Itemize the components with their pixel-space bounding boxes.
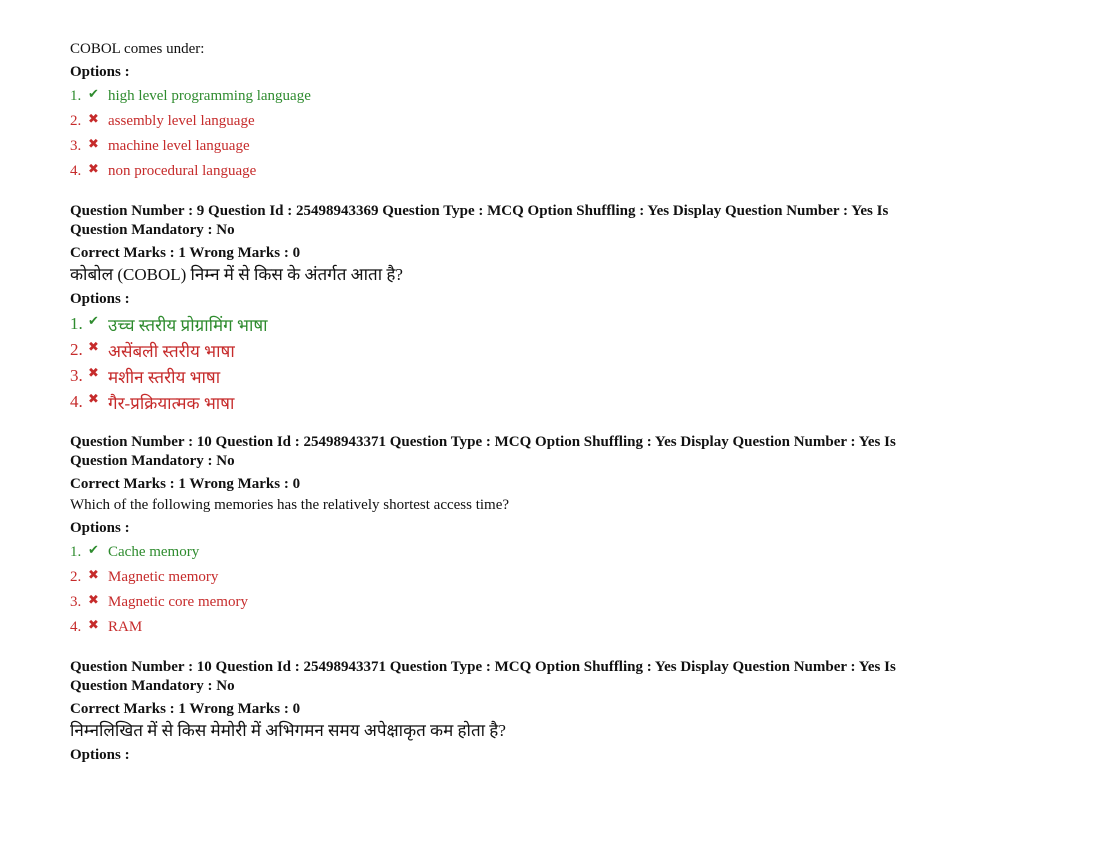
question-text: COBOL comes under: (70, 41, 205, 57)
question-mandatory: Question Mandatory : No (70, 222, 235, 238)
option-item-wrong (70, 363, 1030, 389)
check-icon: ✔ (88, 85, 99, 101)
option-item-wrong (70, 159, 1030, 184)
option-item-wrong (70, 565, 1030, 590)
option-text: Magnetic memory (108, 569, 219, 585)
cross-icon: ✖ (88, 135, 99, 151)
cross-icon: ✖ (88, 339, 99, 354)
option-item-wrong (70, 134, 1030, 159)
option-number: 4. (70, 163, 82, 179)
option-number: 2. (70, 113, 82, 129)
option-number: 3. (70, 594, 82, 610)
question-block-9 (70, 202, 1030, 415)
option-list (70, 84, 1030, 184)
option-text: high level programming language (108, 88, 311, 104)
cross-icon: ✖ (88, 160, 99, 176)
cross-icon: ✖ (88, 365, 99, 380)
options-label: Options : (70, 291, 130, 307)
option-number: 2. (70, 340, 83, 359)
question-marks: Correct Marks : 1 Wrong Marks : 0 (70, 245, 301, 261)
option-text: गैर-प्रक्रियात्मक भाषा (108, 393, 235, 413)
option-item-correct (70, 84, 1030, 109)
option-number: 3. (70, 366, 83, 385)
option-number: 1. (70, 314, 83, 333)
option-list (70, 540, 1030, 640)
option-text: उच्च स्तरीय प्रोग्रामिंग भाषा (108, 315, 268, 335)
option-number: 4. (70, 392, 83, 411)
cross-icon: ✖ (88, 110, 99, 126)
question-text: कोबोल (COBOL) निम्न में से किस के अंतर्गत आता है? (70, 265, 403, 284)
option-number: 4. (70, 619, 82, 635)
option-number: 1. (70, 544, 82, 560)
option-text: RAM (108, 619, 143, 635)
question-block-cobol-en (70, 38, 1030, 184)
cross-icon: ✖ (88, 391, 99, 406)
option-item-wrong (70, 109, 1030, 134)
option-text: assembly level language (108, 113, 255, 129)
question-mandatory: Question Mandatory : No (70, 678, 235, 694)
question-paper (70, 38, 1030, 767)
cross-icon: ✖ (88, 591, 99, 607)
options-label: Options : (70, 747, 130, 763)
check-icon: ✔ (88, 541, 99, 557)
question-text: निम्नलिखित में से किस मेमोरी में अभिगमन समय अपेक्षाकृत कम होता है? (70, 721, 506, 740)
cross-icon: ✖ (88, 566, 99, 582)
option-text: Cache memory (108, 544, 200, 560)
check-icon: ✔ (88, 313, 99, 328)
question-marks: Correct Marks : 1 Wrong Marks : 0 (70, 701, 301, 717)
option-text: non procedural language (108, 163, 257, 179)
options-label: Options : (70, 520, 130, 536)
option-item-wrong (70, 389, 1030, 415)
option-list (70, 311, 1030, 415)
question-meta-line: Question Number : 9 Question Id : 25498943369 Question Type : MCQ Option Shuffling : Yes Display Question Number : Yes Is (70, 203, 889, 219)
option-item-wrong (70, 337, 1030, 363)
option-item-correct (70, 311, 1030, 337)
option-number: 3. (70, 138, 82, 154)
option-text: असेंबली स्तरीय भाषा (108, 341, 235, 361)
question-marks: Correct Marks : 1 Wrong Marks : 0 (70, 476, 301, 492)
question-block-10-en (70, 433, 1030, 640)
option-item-correct (70, 540, 1030, 565)
cross-icon: ✖ (88, 616, 99, 632)
option-item-wrong (70, 615, 1030, 640)
option-text: मशीन स्तरीय भाषा (108, 367, 221, 387)
option-item-wrong (70, 590, 1030, 615)
question-meta-line: Question Number : 10 Question Id : 25498943371 Question Type : MCQ Option Shuffling : Yes Display Question Number : Yes Is (70, 434, 896, 450)
question-text: Which of the following memories has the relatively shortest access time? (70, 497, 510, 513)
option-text: machine level language (108, 138, 250, 154)
option-number: 2. (70, 569, 82, 585)
question-block-10-hi (70, 658, 1030, 767)
question-meta-line: Question Number : 10 Question Id : 25498943371 Question Type : MCQ Option Shuffling : Yes Display Question Number : Yes Is (70, 659, 896, 675)
question-mandatory: Question Mandatory : No (70, 453, 235, 469)
options-label: Options : (70, 64, 130, 80)
option-text: Magnetic core memory (108, 594, 248, 610)
option-number: 1. (70, 88, 82, 104)
